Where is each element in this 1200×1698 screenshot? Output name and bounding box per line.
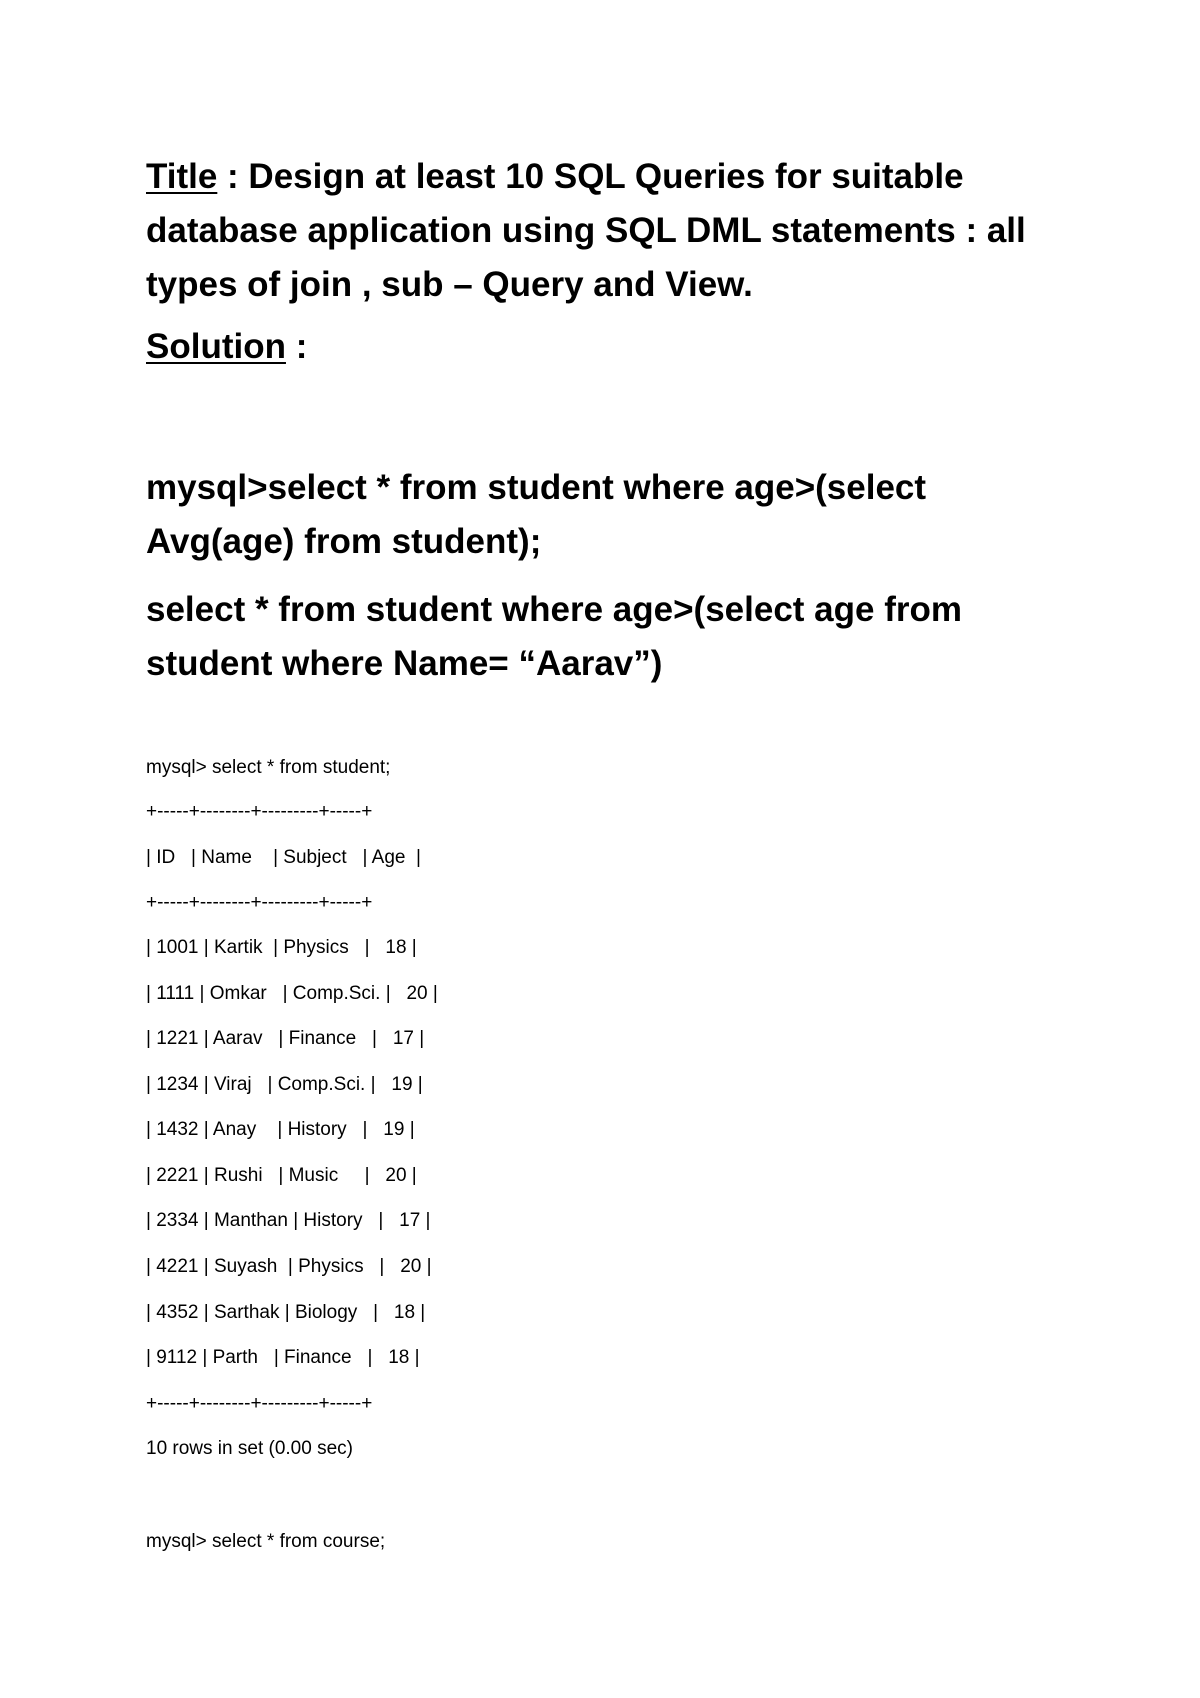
table-row: | 4221 | Suyash | Physics | 20 | (146, 1256, 432, 1277)
table-row: | 1432 | Anay | History | 19 | (146, 1119, 415, 1140)
query-1: mysql>select * from student where age>(select Avg(age) from student); (146, 468, 927, 561)
table-row: | 9112 | Parth | Finance | 18 | (146, 1347, 420, 1368)
table-row: | 4352 | Sarthak | Biology | 18 | (146, 1302, 426, 1323)
output-command: mysql> select * from student; (146, 757, 391, 778)
solution-suffix: : (285, 327, 308, 366)
table-row: | 1111 | Omkar | Comp.Sci. | 20 | (146, 983, 438, 1004)
table-header: | ID | Name | Subject | Age | (146, 847, 421, 868)
solution-heading (146, 320, 1076, 374)
table-border-bottom: +-----+--------+---------+-----+ (146, 1393, 373, 1414)
output-summary: 10 rows in set (0.00 sec) (146, 1438, 353, 1459)
solution-label: Solution (146, 327, 286, 366)
title-text: : Design at least 10 SQL Queries for suitable database application using SQL DML statements : all types of join , sub – Query and View. (146, 157, 1026, 304)
table-row: | 1234 | Viraj | Comp.Sci. | 19 | (146, 1074, 423, 1095)
table-row: | 2334 | Manthan | History | 17 | (146, 1210, 431, 1231)
next-command: mysql> select * from course; (146, 1531, 386, 1552)
title-paragraph (146, 150, 1076, 312)
table-border-mid: +-----+--------+---------+-----+ (146, 892, 373, 913)
table-row: | 1001 | Kartik | Physics | 18 | (146, 937, 417, 958)
table-row: | 2221 | Rushi | Music | 20 | (146, 1165, 417, 1186)
table-border-top: +-----+--------+---------+-----+ (146, 801, 373, 822)
query-2: select * from student where age>(select age from student where Name= “Aarav”) (146, 590, 962, 683)
table-row: | 1221 | Aarav | Finance | 17 | (146, 1028, 425, 1049)
title-label: Title (146, 157, 218, 196)
